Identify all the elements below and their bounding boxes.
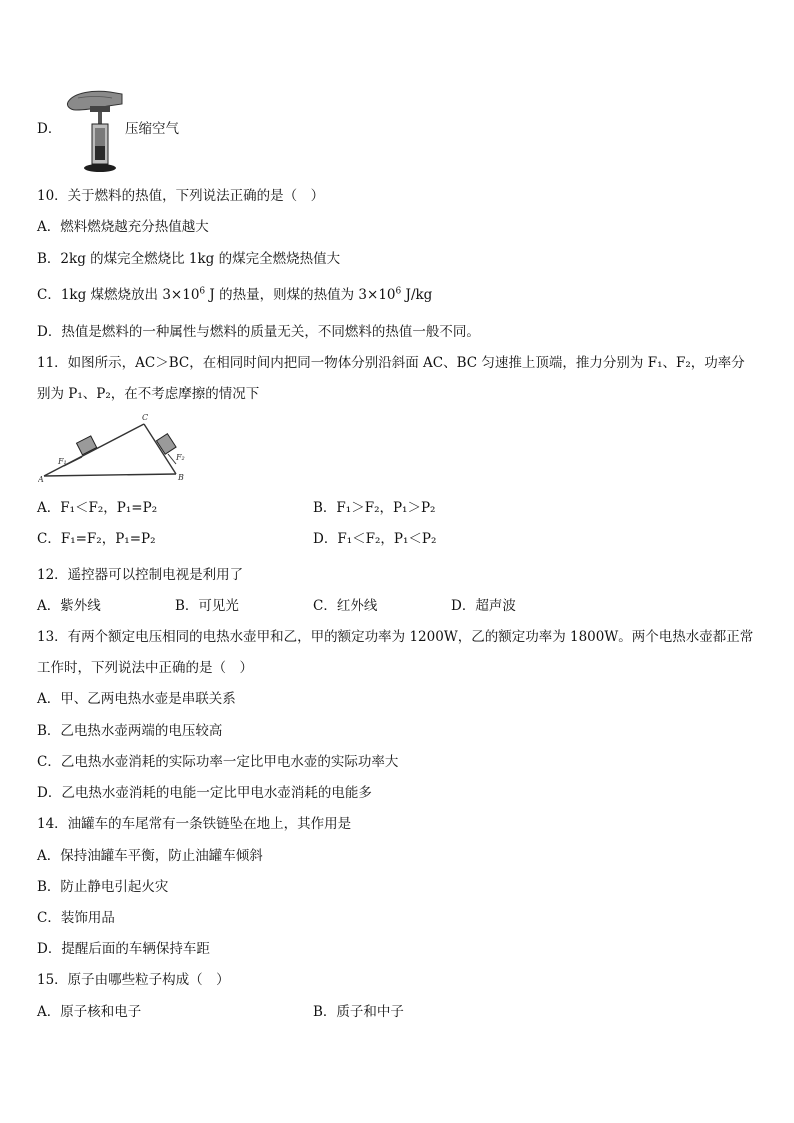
q14-stem: 14．油罐车的车尾常有一条铁链坠在地上，其作用是 bbox=[37, 816, 352, 832]
q10-option-d: D．热值是燃料的一种属性与燃料的质量无关，不同燃料的热值一般不同。 bbox=[37, 324, 480, 340]
label-c: C bbox=[142, 413, 149, 422]
q10-c-post: J/kg bbox=[401, 287, 433, 303]
q11-option-d: D．F₁＜F₂，P₁＜P₂ bbox=[313, 531, 437, 547]
q11-stem-line1: 11．如图所示，AC＞BC，在相同时间内把同一物体分别沿斜面 AC、BC 匀速推上顶端，推力分别为 F₁、F₂，功率分 bbox=[37, 355, 745, 371]
q10-c-exp1: 6 bbox=[199, 286, 206, 297]
q9-option-d-label: D． bbox=[37, 121, 62, 137]
q13-option-b: B．乙电热水壶两端的电压较高 bbox=[37, 723, 223, 739]
q14-option-a: A．保持油罐车平衡，防止油罐车倾斜 bbox=[37, 848, 263, 864]
q12-option-a: A．紫外线 bbox=[37, 598, 101, 614]
q12-option-c: C．红外线 bbox=[313, 598, 378, 614]
q13-option-a: A．甲、乙两电热水壶是串联关系 bbox=[37, 691, 236, 707]
q14-option-d: D．提醒后面的车辆保持车距 bbox=[37, 941, 210, 957]
q10-option-a: A．燃料燃烧越充分热值越大 bbox=[37, 219, 209, 235]
q11-option-b: B．F₁＞F₂，P₁＞P₂ bbox=[313, 500, 436, 516]
q13-stem-line2: 工作时，下列说法中正确的是（ ） bbox=[37, 660, 253, 676]
q14-option-c: C．装饰用品 bbox=[37, 910, 115, 926]
q12-option-d: D．超声波 bbox=[451, 598, 516, 614]
q12-option-b: B．可见光 bbox=[175, 598, 239, 614]
q15-option-b: B．质子和中子 bbox=[313, 1004, 404, 1020]
incline-diagram bbox=[38, 410, 194, 482]
q13-option-c: C．乙电热水壶消耗的实际功率一定比甲电水壶的实际功率大 bbox=[37, 754, 399, 770]
q12-stem: 12．遥控器可以控制电视是利用了 bbox=[37, 567, 244, 583]
q10-c-mid: J 的热量，则煤的热值为 3×10 bbox=[205, 287, 396, 303]
air-pump-icon bbox=[64, 88, 126, 174]
q10-c-pre: C．1kg 煤燃烧放出 3×10 bbox=[37, 287, 200, 303]
q13-stem-line1: 13．有两个额定电压相同的电热水壶甲和乙，甲的额定功率为 1200W，乙的额定功率为 1800W。两个电热水壶都正常 bbox=[37, 629, 754, 645]
q10-stem: 10．关于燃料的热值，下列说法正确的是（ ） bbox=[37, 188, 325, 204]
q15-option-a: A．原子核和电子 bbox=[37, 1004, 142, 1020]
q13-option-d: D．乙电热水壶消耗的电能一定比甲电水壶消耗的电能多 bbox=[37, 785, 372, 801]
q11-option-a: A．F₁＜F₂，P₁=P₂ bbox=[37, 500, 158, 516]
label-f2: F₂ bbox=[176, 453, 185, 462]
q10-c-exp2: 6 bbox=[395, 286, 402, 297]
q10-option-b: B．2kg 的煤完全燃烧比 1kg 的煤完全燃烧热值大 bbox=[37, 251, 341, 267]
q11-option-c: C．F₁=F₂，P₁=P₂ bbox=[37, 531, 156, 547]
q9-option-d-text: 压缩空气 bbox=[125, 121, 179, 137]
q11-stem-line2: 别为 P₁、P₂，在不考虑摩擦的情况下 bbox=[37, 386, 260, 402]
label-b: B bbox=[178, 473, 184, 482]
q15-stem: 15．原子由哪些粒子构成（ ） bbox=[37, 972, 230, 988]
q10-option-c bbox=[37, 286, 432, 304]
label-f1: F₁ bbox=[58, 457, 67, 466]
label-a: A bbox=[38, 475, 44, 482]
q14-option-b: B．防止静电引起火灾 bbox=[37, 879, 169, 895]
